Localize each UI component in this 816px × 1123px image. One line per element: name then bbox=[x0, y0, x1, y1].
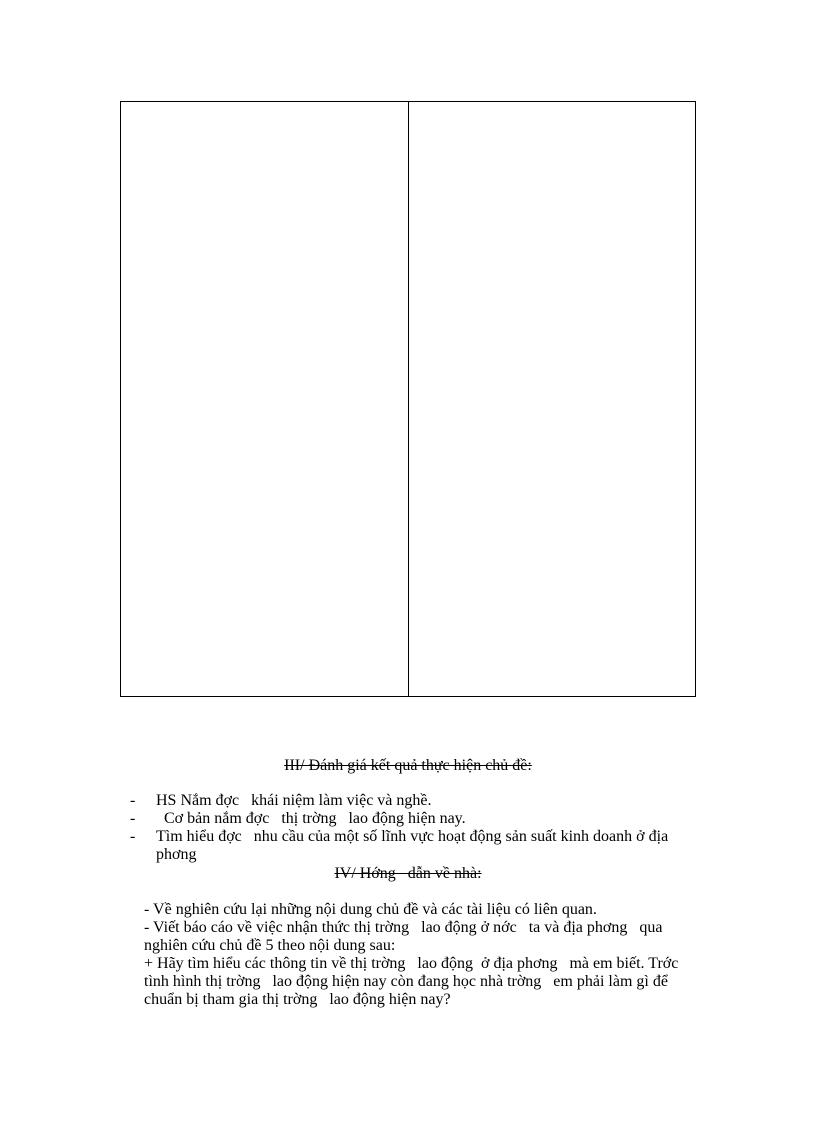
list-dash: - bbox=[130, 828, 136, 845]
empty-table bbox=[120, 101, 696, 697]
table-cell-left bbox=[121, 102, 409, 696]
list-dash: - bbox=[130, 792, 136, 809]
list-item bbox=[130, 810, 690, 828]
section3-list bbox=[130, 792, 690, 864]
homework-paragraph: - Viết báo cáo về việc nhận thức thị trờng lao động ở nớc ta và địa phơng qua nghiên cứu chủ đề 5 theo nội dung sau: bbox=[144, 919, 667, 954]
list-item-text: HS Nắm đợc khái niệm làm việc và nghề. bbox=[156, 792, 432, 809]
table-cell-right bbox=[409, 102, 696, 696]
section3-heading: III/ Đánh giá kết quả thực hiện chủ đề: bbox=[284, 757, 532, 774]
list-item bbox=[130, 792, 690, 810]
homework-paragraph: - Về nghiên cứu lại những nội dung chủ đề và các tài liệu có liên quan. bbox=[144, 901, 597, 918]
list-item-text: Cơ bản nắm đợc thị trờng lao động hiện nay. bbox=[156, 810, 466, 827]
list-item bbox=[130, 828, 690, 864]
list-item-text: Tìm hiểu đợc nhu cầu của một số lĩnh vực hoạt động sản suất kinh doanh ở địa phơng bbox=[156, 828, 673, 863]
homework-block bbox=[144, 901, 704, 1009]
list-dash: - bbox=[130, 810, 136, 827]
homework-paragraph: + Hãy tìm hiểu các thông tin về thị trờng lao động ở địa phơng mà em biết. Trớc tình hình thị trờng lao động hiện nay còn đang học nhà trờng em phải làm gì để chuẩn bị tham gia thị trờng lao động hiện nay? bbox=[144, 955, 691, 1008]
section4-heading: IV/ Hớng dẫn về nhà: bbox=[334, 865, 482, 882]
